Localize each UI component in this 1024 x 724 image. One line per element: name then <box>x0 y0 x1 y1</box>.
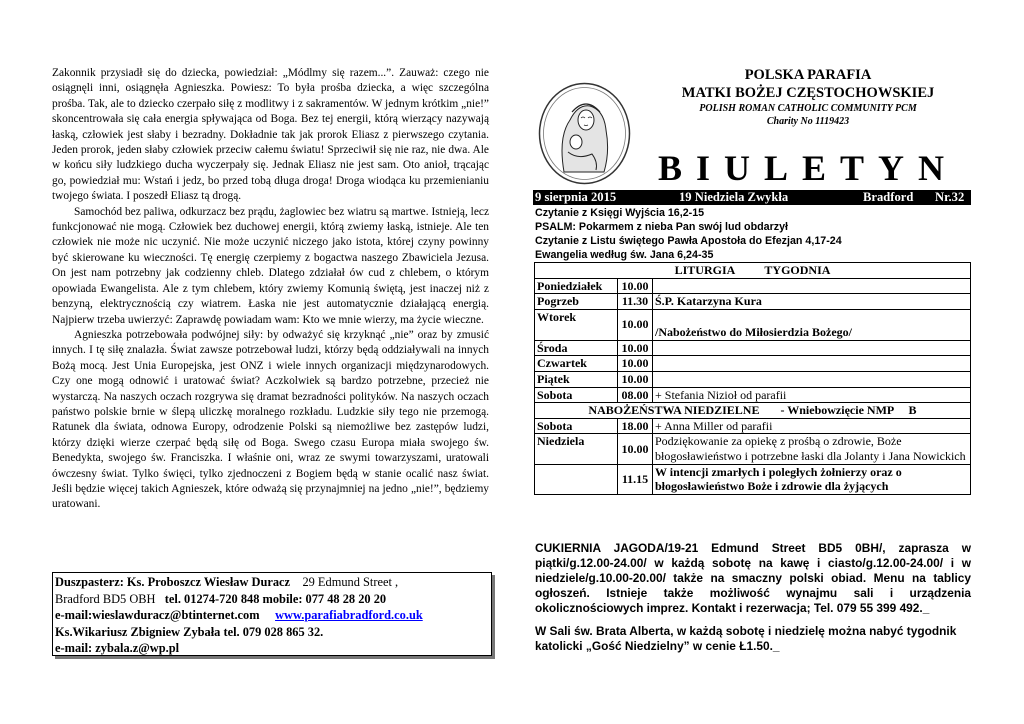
contact-box <box>52 572 492 656</box>
table-row: Poniedziałek 10.00 <box>535 278 971 294</box>
city: Bradford <box>863 190 914 204</box>
bulletin-title: BIULETYN <box>657 148 959 188</box>
table-row: Środa 10.00 <box>535 340 971 356</box>
article-text <box>52 66 489 513</box>
article-paragraph: Agnieszka potrzebowała podwójnej siły: by odważyć się krzyknąć „nie” oraz by zmusić innych. I tę siłę znalazła. Świat zawsze potrzebował ludzi, którzy będą oddziaływali na innych Bożą mocą. Jest Unia Europejska, jest ONZ i wiele innych organizacji międzynarodowych. Czy one mogą odnowić i uratować świat? Aczkolwiek są bardzo potrzebne, przecież nie wystarczą. Na naszych oczach rozgrywa się dramat bezradności polityków. Na naszych oczach państwo polskie brnie w ślepą uliczkę moralnego rozkładu. Ludzkie siły tego nie przemogą. Ratunek dla świata, odnowa Europy, odrodzenie Polski są niemożliwe bez zastępów ludzi, którzy dzięki wierze czerpać będą siłę od Boga. Swego czasu Europa miała swojego św. Benedykta, swojego św. Franciszka. I właśnie oni, wraz ze swymi towarzyszami, uratowali ówczesny świat. Tylko święci, tylko zjednoczeni z Bogiem będą w stanie ocalić nasz świat. Jeśli będzie więcej takich Agnieszek, które odważą się przynajmniej na jedno „nie!”, będziemy uratowani. <box>52 328 489 511</box>
address: 29 Edmund Street , <box>302 575 399 589</box>
readings <box>535 206 971 262</box>
table-row: Pogrzeb 11.30 Ś.P. Katarzyna Kura <box>535 294 971 310</box>
madonna-icon <box>538 82 631 185</box>
parish-english-name: POLISH ROMAN CATHOLIC COMMUNITY PCM <box>699 103 917 114</box>
reading-psalm: PSALM: Pokarmem z nieba Pan swój lud obdarzył <box>535 221 788 233</box>
pastor-email: e-mail:wieslawduracz@btinternet.com <box>55 608 260 623</box>
parish-name-line1: POLSKA PARAFIA <box>744 67 872 83</box>
reading-gospel: Ewangelia według św. Jana 6,24-35 <box>535 249 714 261</box>
bakery-notice: CUKIERNIA JAGODA/19-21 Edmund Street BD5 0BH/, zaprasza w piątki/g.12.00-24.00/ w każdą sobotę na kawę i ciasto/g.12.00-24.00/ i w niedziele/g.10.00-20.00/ także na smaczny polski obiad. Menu na tablicy ogłoszeń. Istnieje także możliwość wynajmu sali i urządzenia okolicznościowych imprez. Kontakt i rezerwacja; Tel. 079 55 399 492._ <box>535 541 971 615</box>
table-row: Czwartek 10.00 <box>535 356 971 372</box>
table-row: Piątek 10.00 <box>535 371 971 387</box>
magazine-notice: W Sali św. Brata Alberta, w każdą sobotę i niedzielę można nabyć tygodnik katolicki „Gość Niedzielny” w cenie Ł1.50._ <box>535 624 957 653</box>
parish-name-line2: MATKI BOŻEJ CZĘSTOCHOWSKIEJ <box>681 85 935 101</box>
issue-number: Nr.32 <box>935 190 965 204</box>
table-row: Wtorek 10.00 /Nabożeństwo do Miłosierdzia Bożego/ <box>535 309 971 340</box>
article-paragraph: Zakonnik przysiadł się do dziecka, powiedział: „Módlmy się razem...”. Zauważ: czego nie osiągnęli inni, osiągnęła Agnieszka. Powiesz: To była prośba dziecka, a więc szczególna prośba. Tak, ale to dziecko czerpało siłę z modlitwy i z sakramentów. W jednym krótkim „nie!” skoncentrowała się cała energia spływająca od Boga. Bez tej energii, którą wierzący nazywają łaską, człowiek jest słaby i bezradny. Dokładnie tak jak prorok Eliasz z pierwszego czytania. Jeden prorok, jeden słaby człowiek przeciw całemu światu! Sprzeciwił się nie raz, nie dwa. Ale w końcu siły ludzkiego ducha wyczerpały się. Jednak Eliasz nie jest sam. Oto anioł, trącając go, powiedział mu: Wstań i jedz, bo przed tobą długa droga! Droga wiodąca ku przemienianiu twojego świata. I poszedł Eliasz tą drogą. <box>52 67 489 203</box>
reading-second: Czytanie z Listu świętego Pawła Apostoła do Efezjan 4,17-24 <box>535 235 842 247</box>
bulletin-date: 9 sierpnia 2015 <box>535 190 617 204</box>
reading-first: Czytanie z Księgi Wyjścia 16,2-15 <box>535 207 705 219</box>
phone-numbers: tel. 01274-720 848 mobile: 077 48 28 20 20 <box>164 591 387 606</box>
table-row: Niedziela 10.00 Podziękowanie za opiekę z prośbą o zdrowie, Boże błogosławieństwo i potrzebne łaski dla Jolanty i Jana Nowickich <box>535 434 971 464</box>
table-row: Sobota 08.00 + Stefania Nizioł od parafii <box>535 387 971 403</box>
liturgy-table <box>534 262 971 495</box>
charity-number: Charity No 1119423 <box>766 116 850 127</box>
table-row: Sobota 18.00 + Anna Miller od parafii <box>535 418 971 434</box>
pastor-name: Duszpasterz: Ks. Proboszcz Wiesław Duracz <box>55 575 291 589</box>
liturgy-header: LITURGIA TYGODNIA <box>535 263 971 279</box>
postcode: Bradford BD5 OBH <box>55 591 156 606</box>
date-bar <box>533 190 971 205</box>
vicar-email: e-mail: zybala.z@wp.pl <box>55 641 180 656</box>
sunday-services-header: NABOŻEŃSTWA NIEDZIELNE - Wniebowzięcie NMP B <box>535 403 971 419</box>
table-row: 11.15 W intencji zmarłych i poległych żołnierzy oraz o błogosławieństwo Boże i zdrowie dla żyjących <box>535 464 971 494</box>
article-paragraph: Samochód bez paliwa, odkurzacz bez prądu, żaglowiec bez wiatru są martwe. Istnieją, lecz funkcjonować nie mogą. Człowiek bez duchowej energii, którą zwiemy łaską, istnieje. Ale ten człowiek nie może nic uczynić. Nie może uczynić niczego jako istota, której czyny powinny być skierowane ku wieczności. Tę energię czerpiemy z bogactwa naszego Zbawiciela Jezusa. On jest nam potrzebny jak codzienny chleb. Dlatego zdziałał ów cud z chlebem, o którym opowiada Ewangelista. Ale z tym chlebem, który zwiemy Komunią świętą, jest inaczej niż z benzyną, elektrycznością czy wiatrem. Łaska nie jest automatycznie działającą energią. Najpierw trzeba uwierzyć: Zaprawdę powiadam wam: Kto we mnie wierzy, ma życie wieczne. <box>52 205 489 326</box>
parish-header <box>648 66 968 128</box>
sunday-name: 19 Niedziela Zwykła <box>679 190 789 204</box>
parish-website-link[interactable]: www.parafiabradford.co.uk <box>275 608 423 623</box>
vicar-info: Ks.Wikariusz Zbigniew Zybała tel. 079 028 865 32. <box>55 624 324 639</box>
